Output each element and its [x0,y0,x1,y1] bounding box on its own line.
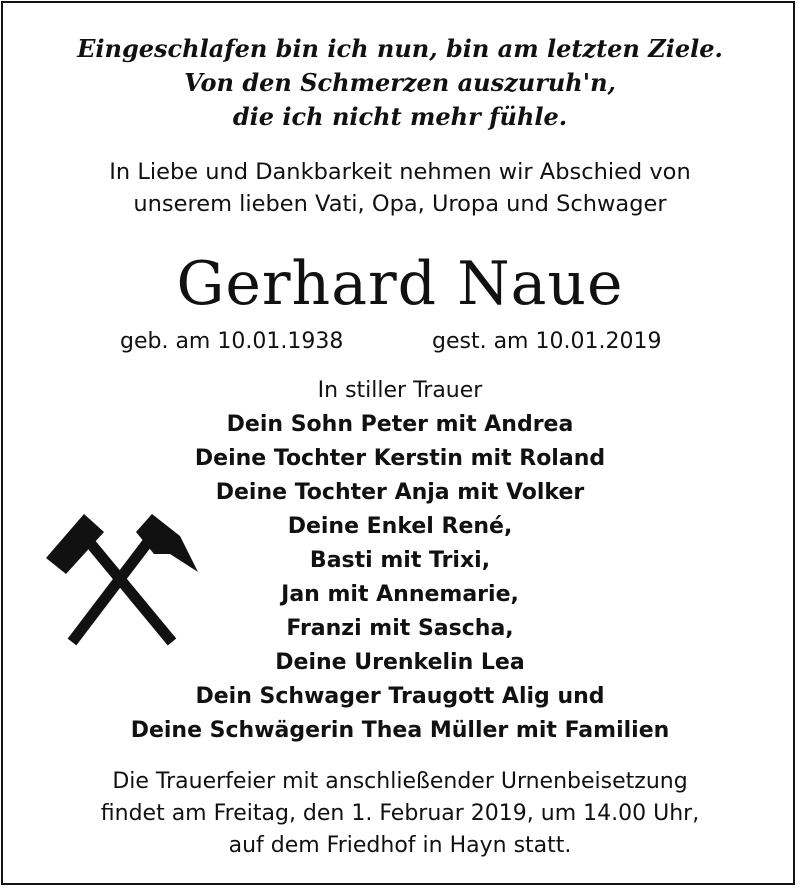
poem-line: Von den Schmerzen auszuruh'n, [184,68,616,97]
mourner: Deine Enkel René, [287,514,513,539]
mourner: Deine Schwägerin Thea Müller mit Familien [130,718,670,743]
hammer-and-pick-icon [44,510,204,650]
mourner: Basti mit Trixi, [309,548,491,573]
mourning-intro: In stiller Trauer [317,378,483,403]
intro-line: unserem lieben Vati, Opa, Uropa und Schwager [133,191,667,217]
funeral-line: Die Trauerfeier mit anschließender Urnenbeisetzung [112,769,688,794]
poem-line: die ich nicht mehr fühle. [232,102,568,131]
mourner: Dein Sohn Peter mit Andrea [226,412,574,437]
intro-text [0,156,800,220]
mourner: Jan mit Annemarie, [281,582,519,607]
intro-line: In Liebe und Dankbarkeit nehmen wir Abschied von [109,159,691,185]
funeral-info [0,766,800,862]
funeral-line: auf dem Friedhof in Hayn statt. [228,833,572,858]
mourner: Deine Urenkelin Lea [275,650,525,675]
death-date: gest. am 10.01.2019 [432,329,662,354]
mourner: Deine Tochter Kerstin mit Roland [194,446,606,471]
poem-line: Eingeschlafen bin ich nun, bin am letzten Ziele. [77,34,723,63]
deceased-name: Gerhard Naue [176,249,624,319]
mourner: Franzi mit Sascha, [286,616,514,641]
funeral-line: findet am Freitag, den 1. Februar 2019, um 14.00 Uhr, [100,801,700,826]
mourner: Dein Schwager Traugott Alig und [195,684,605,709]
birth-date: geb. am 10.01.1938 [120,329,344,354]
mourner: Deine Tochter Anja mit Volker [215,480,585,505]
poem [0,32,800,134]
